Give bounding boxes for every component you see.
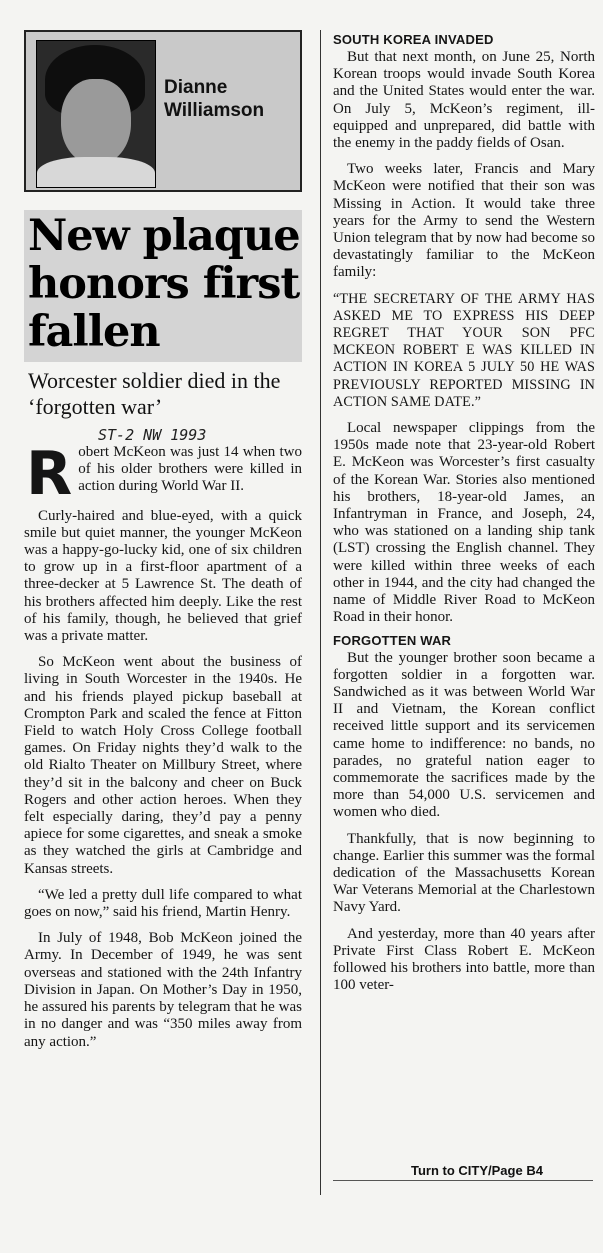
section-heading: SOUTH KOREA INVADED [333, 32, 494, 47]
right-column [333, 32, 595, 994]
headline: New plaque honors first fallen [24, 210, 302, 362]
bottom-rule [333, 1180, 593, 1181]
right-article-body [333, 32, 595, 994]
subheadline: Worcester soldier died in the ‘forgotten war’ [28, 368, 281, 419]
article-paragraph: “We led a pretty dull life compared to what goes on now,” said his friend, Martin Henry. [24, 886, 302, 921]
columnist-name [164, 76, 264, 122]
continuation-line: Turn to CITY/Page B4 [411, 1163, 543, 1178]
article-paragraph: Thankfully, that is now beginning to change. Earlier this summer was the formal dedication of the Massachusetts Korean War Veterans Memorial at the Charlestown Navy Yard. [333, 830, 595, 916]
article-paragraph [24, 439, 302, 509]
article-paragraph: Curly-haired and blue-eyed, with a quick smile but quiet manner, the younger McKeon was a happy-go-lucky kid, one of six children to grow up in a first-floor apartment of a three-decker at 5 Lawrence St. The death of his brothers affected him deeply. Like the rest of his family, though, he believed that grief was a private matter. [24, 507, 302, 645]
left-column [24, 30, 321, 1195]
photo-face [61, 79, 131, 165]
paragraph-text: obert McKeon was just 14 when two of his older brothers were killed in action during World War II. [78, 444, 302, 495]
article-paragraph: In July of 1948, Bob McKeon joined the Army. In December of 1949, he was sent overseas and stationed with the 24th Infantry Division in Japan. On Mother’s Day in 1950, he assured his parents by telegram that he was in no danger and was “350 miles away from any action.” [24, 930, 302, 1050]
columnist-last-name: Williamson [164, 100, 265, 121]
article-paragraph: But that next month, on June 25, North Korean troops would invade South Korea and the United States would enter the war. On July 5, McKeon’s regiment, ill-equipped and unprepared, did battle with the enemy in the paddy fields of Osan. [333, 49, 595, 152]
handwritten-annotation: ST-2 NW 1993 [98, 426, 207, 444]
article-paragraph: Two weeks later, Francis and Mary McKeon were notified that their son was Missing in Action. It would take three years for the Army to send the Western Union telegram that by now had become so devastatingly familiar to the McKeon family: [333, 161, 595, 281]
article-paragraph: Local newspaper clippings from the 1950s made note that 23-year-old Robert E. McKeon was Worcester’s first casualty of the Korean War. Stories also mentioned his brothers, 18-year-old James, an Infantryman in France, and Joseph, 24, who was stationed on a landing ship tank (LST) crossing the English channel. They were killed within three weeks of each other in 1944, and the city had changed the name of Middle River Road to McKeon Road in their honor. [333, 420, 595, 626]
telegram-quote: “THE SECRETARY OF THE ARMY HAS ASKED ME TO EXPRESS HIS DEEP REGRET THAT YOUR SON PFC MCKEON ROBERT E WAS KILLED IN ACTION IN KOREA 5 JULY 50 HE WAS PREVIOUSLY REPORTED MISSING IN ACTION SAME DATE.” [333, 290, 595, 410]
columnist-header [24, 30, 302, 192]
article-paragraph: And yesterday, more than 40 years after Private First Class Robert E. McKeon followed his brothers into battle, more than 100 veter- [333, 925, 595, 994]
photo-shoulders [37, 157, 155, 188]
columnist-photo [36, 40, 156, 188]
left-article-body [24, 439, 302, 1051]
article-paragraph: So McKeon went about the business of living in South Worcester in the 1940s. He and his friends played pickup baseball at Crompton Park and scaled the fence at Fitton Field to watch Holy Cross College football games. On Friday nights they’d walk to the old Rialto Theater on Millbury Street, where they’d sit in the balcony and cheer on Buck Rogers and other action heroes. When they felt especially daring, they’d pay a penny apiece for some cigarettes, and sneak a smoke as they watched the girls at Cambridge and Kansas streets. [24, 654, 302, 877]
article-paragraph: But the younger brother soon became a forgotten soldier in a forgotten war. Sandwiched as it was between World War II and Vietnam, the Korean conflict received little support and its servicemen came home to indifference: no bands, no parades, no grateful nation eager to commemorate the sacrifices made by the more than 54,000 U.S. servicemen and women who died. [333, 649, 595, 821]
columnist-first-name: Dianne [164, 77, 228, 98]
drop-cap: R [26, 439, 73, 509]
section-heading: FORGOTTEN WAR [333, 632, 452, 648]
